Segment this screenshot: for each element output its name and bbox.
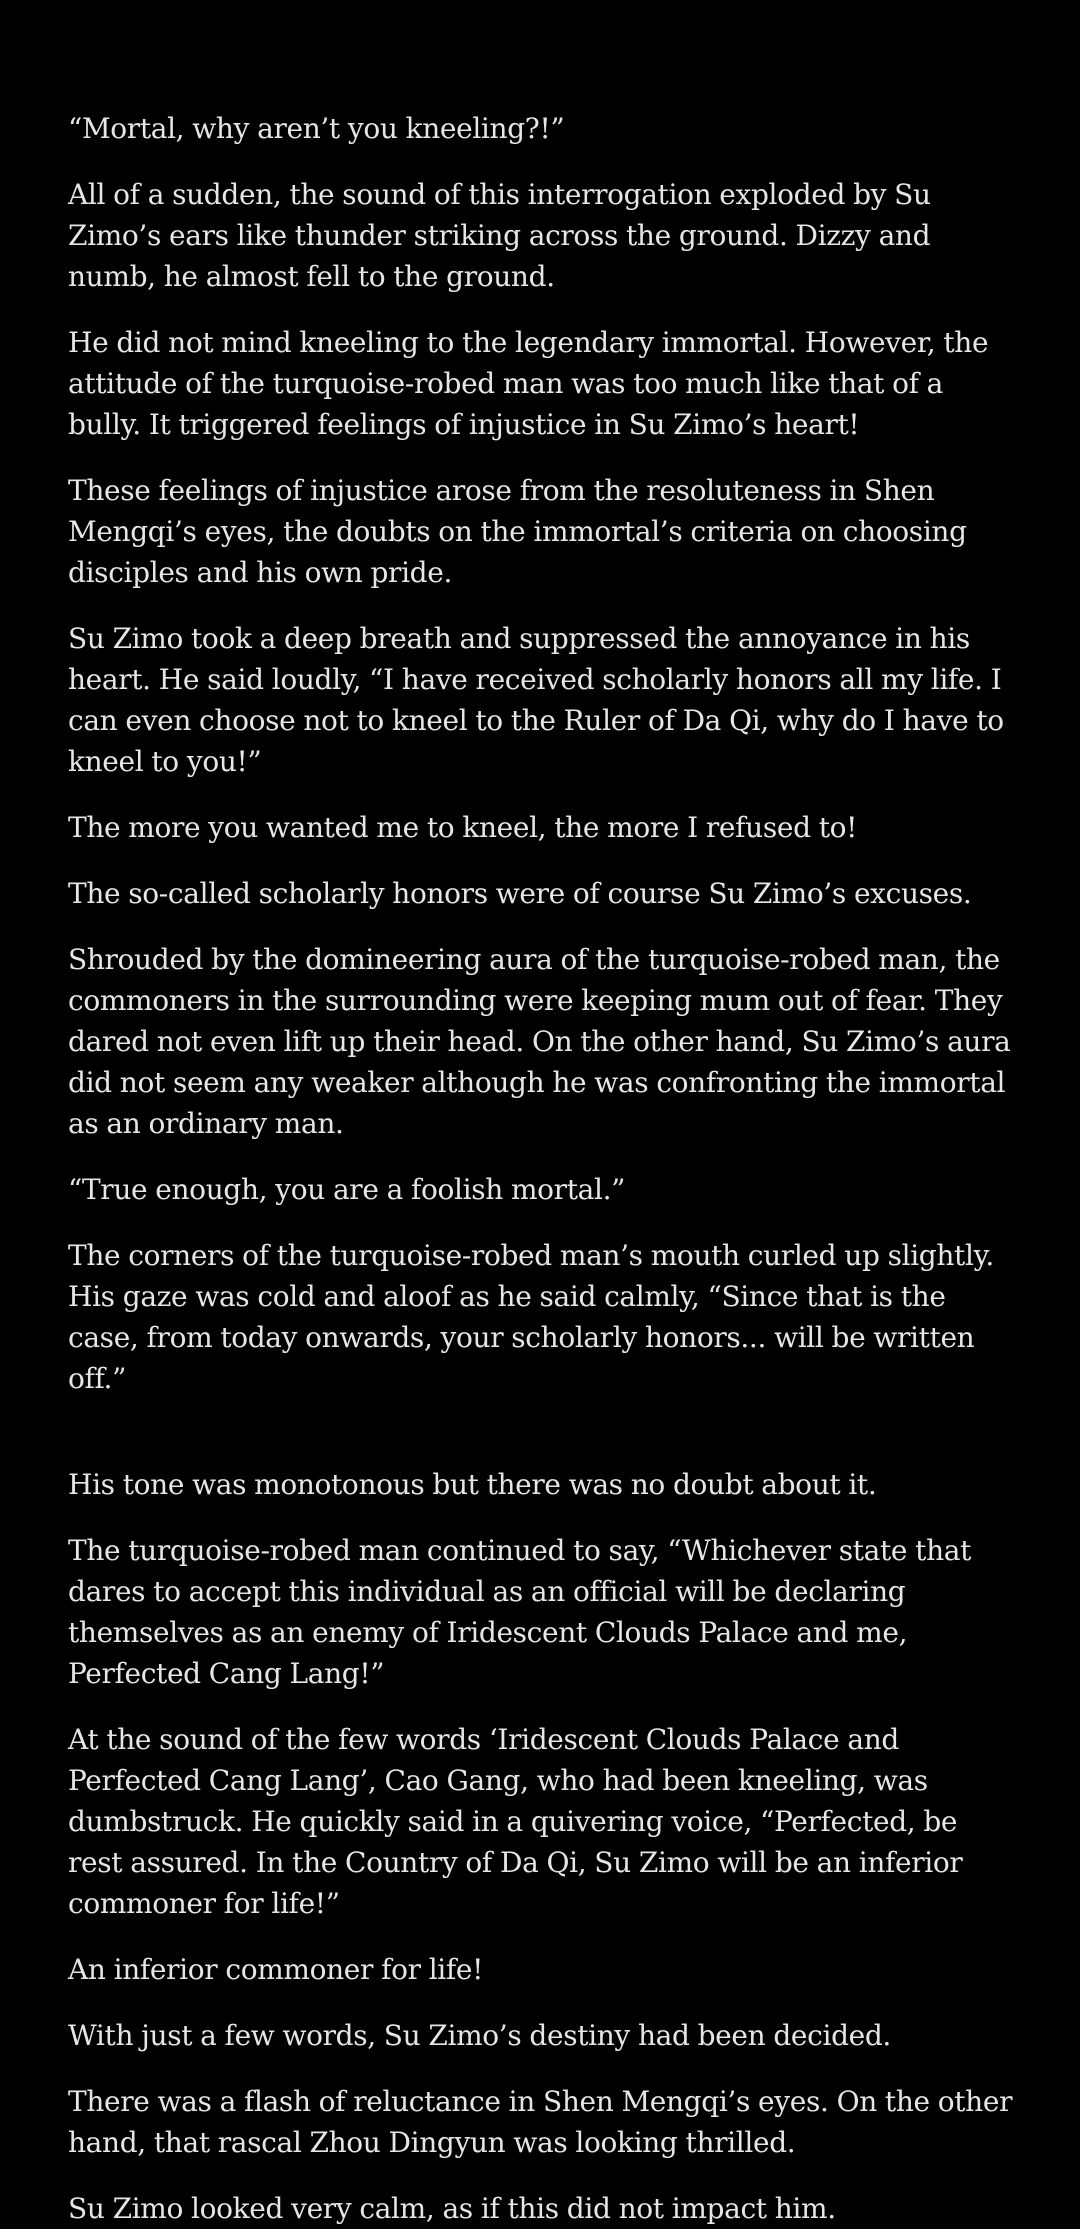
paragraph-3: He did not mind kneeling to the legendary immortal. However, the attitude of the turquoise-robed man was too much like that of a bully. It triggered feelings of injustice in Su Zimo’s heart! [68, 326, 989, 441]
paragraph-16: There was a flash of reluctance in Shen Mengqi’s eyes. On the other hand, that rascal Zhou Dingyun was looking thrilled. [68, 2085, 1013, 2159]
paragraph-1: “Mortal, why aren’t you kneeling?!” [68, 112, 565, 145]
paragraph-17: Su Zimo looked very calm, as if this did not impact him. [68, 2192, 836, 2225]
paragraph-7: The so-called scholarly honors were of course Su Zimo’s excuses. [68, 877, 972, 910]
paragraph-6: The more you wanted me to kneel, the more I refused to! [68, 811, 858, 844]
paragraph-11: His tone was monotonous but there was no doubt about it. [68, 1468, 877, 1501]
paragraph-5: Su Zimo took a deep breath and suppressed the annoyance in his heart. He said loudly, “I have received scholarly honors all my life. I can even choose not to kneel to the Ruler of Da Qi, why do I have to kneel to you!” [68, 622, 1004, 778]
paragraph-2: All of a sudden, the sound of this interrogation exploded by Su Zimo’s ears like thunder striking across the ground. Dizzy and numb, he almost fell to the ground. [68, 178, 931, 293]
paragraph-10: The corners of the turquoise-robed man’s mouth curled up slightly. His gaze was cold and aloof as he said calmly, “Since that is the case, from today onwards, your scholarly honors... will be written off.” [68, 1239, 994, 1395]
paragraph-4: These feelings of injustice arose from the resoluteness in Shen Mengqi’s eyes, the doubts on the immortal’s criteria on choosing disciples and his own pride. [68, 474, 967, 589]
paragraph-14: An inferior commoner for life! [68, 1953, 484, 1986]
paragraph-gap [68, 1424, 1014, 1464]
paragraph-15: With just a few words, Su Zimo’s destiny had been decided. [68, 2019, 891, 2052]
reading-pane[interactable] [68, 108, 1014, 2225]
paragraph-13: At the sound of the few words ‘Iridescent Clouds Palace and Perfected Cang Lang’, Cao Gang, who had been kneeling, was dumbstruck. He quickly said in a quivering voice, “Perfected, be rest assured. In the Country of Da Qi, Su Zimo will be an inferior commoner for life!” [68, 1723, 963, 1920]
paragraph-9: “True enough, you are a foolish mortal.” [68, 1173, 626, 1206]
paragraph-8: Shrouded by the domineering aura of the turquoise-robed man, the commoners in the surrounding were keeping mum out of fear. They dared not even lift up their head. On the other hand, Su Zimo’s aura did not seem any weaker although he was confronting the immortal as an ordinary man. [68, 943, 1011, 1140]
paragraph-12: The turquoise-robed man continued to say, “Whichever state that dares to accept this individual as an official will be declaring themselves as an enemy of Iridescent Clouds Palace and me, Perfected Cang Lang!” [68, 1534, 972, 1690]
